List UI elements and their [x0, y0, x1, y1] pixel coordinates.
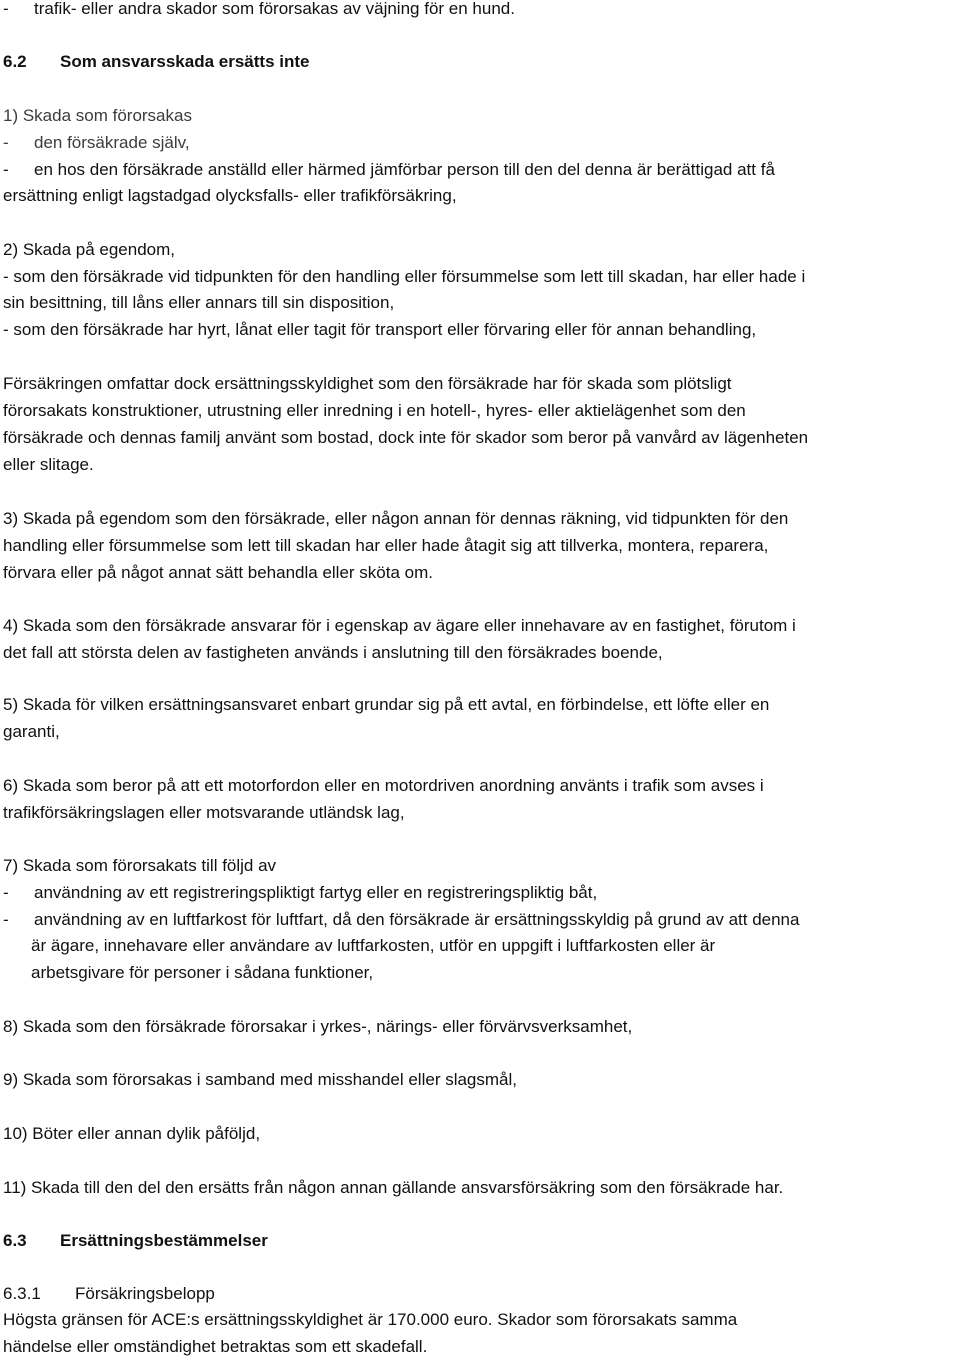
- text-line: handling eller försummelse som lett till skadan har eller hade åtagit sig att tillverka, montera, reparera,: [3, 536, 769, 555]
- text-line: Försäkringen omfattar dock ersättningsskyldighet som den försäkrade har för skada som plötsligt: [3, 374, 732, 393]
- section-heading-6-2: 6.2 Som ansvarsskada ersätts inte: [3, 52, 310, 71]
- text-line: trafikförsäkringslagen eller motsvarande utländsk lag,: [3, 803, 405, 822]
- text-line: - användning av en luftfarkost för luftfart, då den försäkrade är ersättningsskyldig på grund av att denna: [3, 910, 800, 929]
- text-line: försäkrade och dennas familj använt som bostad, dock inte för skador som beror på vanvård av lägenheten: [3, 428, 809, 447]
- text-line: 1) Skada som förorsakas: [3, 106, 192, 125]
- text-line: - användning av ett registreringspliktigt fartyg eller en registreringspliktig båt,: [3, 883, 598, 902]
- text-line: är ägare, innehavare eller användare av luftfarkosten, utför en uppgift i luftfarkosten eller är: [31, 936, 716, 955]
- text-line: förorsakats konstruktioner, utrustning eller inredning i en hotell-, hyres- eller aktielägenhet som den: [3, 401, 746, 420]
- bullet-dash: -: [3, 0, 9, 18]
- bullet-dash: -: [3, 160, 9, 179]
- text-line: sin besittning, till låns eller annars till sin disposition,: [3, 293, 395, 312]
- bullet-dash: -: [3, 883, 9, 902]
- text-line: förvara eller på något annat sätt behandla eller sköta om.: [3, 563, 433, 582]
- text-line: - den försäkrade själv,: [3, 133, 190, 152]
- text-line: 10) Böter eller annan dylik påföljd,: [3, 1124, 261, 1143]
- text-line: - som den försäkrade har hyrt, lånat eller tagit för transport eller förvaring eller för annan behandling,: [3, 320, 757, 339]
- text-line: eller slitage.: [3, 455, 94, 474]
- text-line: 2) Skada på egendom,: [3, 240, 176, 259]
- text-line: arbetsgivare för personer i sådana funktioner,: [31, 963, 374, 982]
- text-line: 7) Skada som förorsakats till följd av: [3, 856, 277, 875]
- bullet-dash: -: [3, 133, 9, 152]
- text-line: händelse eller omständighet betraktas som ett skadefall.: [3, 1337, 428, 1356]
- text-line: 6) Skada som beror på att ett motorfordon eller en motordriven anordning använts i trafik som avses i: [3, 776, 764, 795]
- text-line: - en hos den försäkrade anställd eller härmed jämförbar person till den del denna är berättigad att få: [3, 160, 775, 179]
- text-line: 8) Skada som den försäkrade förorsakar i yrkes-, närings- eller förvärvsverksamhet,: [3, 1017, 633, 1036]
- text-line: 3) Skada på egendom som den försäkrade, eller någon annan för dennas räkning, vid tidpunkten för den: [3, 509, 789, 528]
- subsection-heading-6-3-1: 6.3.1 Försäkringsbelopp: [3, 1284, 215, 1303]
- text-line: 4) Skada som den försäkrade ansvarar för i egenskap av ägare eller innehavare av en fastighet, förutom i: [3, 616, 796, 635]
- text-line: 11) Skada till den del den ersätts från någon annan gällande ansvarsförsäkring som den försäkrade har.: [3, 1178, 784, 1197]
- text-line: ersättning enligt lagstadgad olycksfalls- eller trafikförsäkring,: [3, 186, 457, 205]
- text-line: - som den försäkrade vid tidpunkten för den handling eller försummelse som lett till skadan, har eller hade i: [3, 267, 806, 286]
- text-line: garanti,: [3, 722, 60, 741]
- text-line: 5) Skada för vilken ersättningsansvaret enbart grundar sig på ett avtal, en förbindelse, ett löfte eller en: [3, 695, 770, 714]
- text-line: 9) Skada som förorsakas i samband med misshandel eller slagsmål,: [3, 1070, 518, 1089]
- text-line: det fall att största delen av fastigheten används i anslutning till den försäkrades boende,: [3, 643, 663, 662]
- section-heading-6-3: 6.3 Ersättningsbestämmelser: [3, 1231, 268, 1250]
- text-line: Högsta gränsen för ACE:s ersättningsskyldighet är 170.000 euro. Skador som förorsakats samma: [3, 1310, 738, 1329]
- text-line: - trafik- eller andra skador som förorsakas av väjning för en hund.: [3, 0, 515, 18]
- bullet-dash: -: [3, 910, 9, 929]
